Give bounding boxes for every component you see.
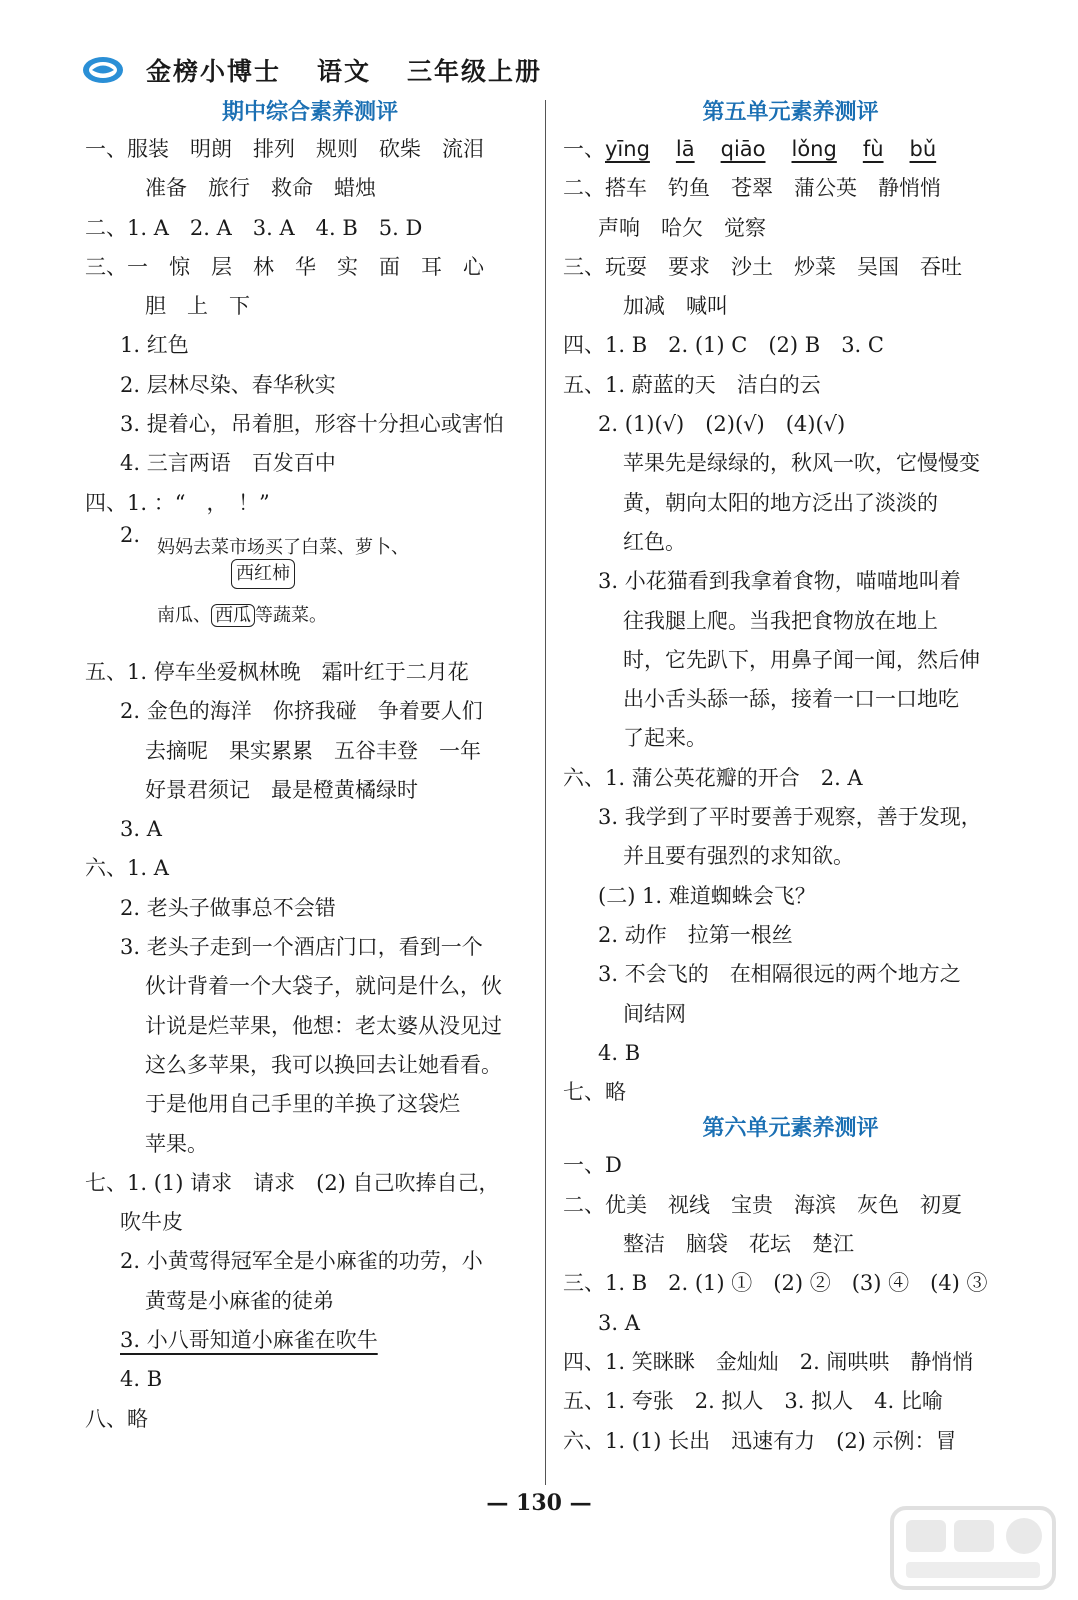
item-number: 2. [120,522,141,547]
answer-line: 五、1. 夸张 2. 拟人 3. 拟人 4. 比喻 [563,1389,943,1414]
answer-line: 3. 不会飞的 在相隔很远的两个地方之 [598,962,961,987]
punctuation-correction [85,523,535,653]
answer-line: 六、1. (1) 长出 迅速有力 (2) 示例：冒 [563,1428,957,1453]
answer-line: 3. 提着心，吊着胆，形容十分担心或害怕 [120,412,504,437]
answer-line: 六、1. 蒲公英花瓣的开合 2. A [563,765,863,790]
answer-line: 胆 上 下 [145,294,250,319]
answer-line: 4. B [598,1040,641,1065]
answer-line: 这么多苹果，我可以换回去让她看看。 [145,1052,502,1077]
answer-line: 四、1. ：“ ， ！” [85,490,270,515]
answer-line: 计说是烂苹果，他想：老太婆从没见过 [145,1013,502,1038]
answer-line: 2. 层林尽染、春华秋实 [120,372,336,397]
section-title-unit6: 第六单元素养测评 [702,1116,879,1142]
answer-line: 整洁 脑袋 花坛 楚江 [623,1232,854,1257]
answer-line: 四、1. 笑眯眯 金灿灿 2. 闹哄哄 静悄悄 [563,1349,974,1374]
correction-text: 等蔬菜。 [255,604,327,626]
answer-line: 1. 红色 [120,333,189,358]
answer-line: 六、1. A [85,856,169,881]
answer-line: 3. 老头子走到一个酒店门口，看到一个 [120,935,483,960]
section-title-unit5: 第五单元素养测评 [702,100,879,125]
answer-line: 并且要有强烈的求知欲。 [623,844,854,869]
answer-line: 一、D [563,1153,622,1178]
answer-line: 3. 小花猫看到我拿着食物，喵喵地叫着 [598,569,961,594]
pinyin-answer: fù [862,137,884,161]
column-divider [545,100,546,1485]
answer-line: 了起来。 [623,726,707,751]
answer-line: 2. 动作 拉第一根丝 [598,922,793,947]
pinyin-answer: bǔ [909,137,937,161]
answer-line: 黄，朝向太阳的地方泛出了淡淡的 [623,490,938,515]
book-logo-icon [82,55,124,85]
page-number: — 130 — [486,1490,592,1516]
pinyin-line [563,130,1018,169]
brand-title: 金榜小博士 [146,57,282,86]
answer-line: 二、1. A 2. A 3. A 4. B 5. D [85,215,423,240]
answer-line: 去摘呢 果实累累 五谷丰登 一年 [145,738,481,763]
answer-line: 吹牛皮 [120,1210,183,1235]
pinyin-answer: lā [675,137,695,161]
answer-line: 三、1. B 2. (1) ① (2) ② (3) ④ (4) ③ [563,1271,988,1296]
correction-text: 南瓜、 [157,604,211,626]
answer-line: 二、搭车 钓鱼 苍翠 蒲公英 静悄悄 [563,176,941,201]
answer-line: 2. 金色的海洋 你挤我碰 争着要人们 [120,699,483,724]
answer-line: 红色。 [623,529,686,554]
answer-line: 3. 我学到了平时要善于观察，善于发现， [598,805,982,830]
answer-line: 苹果。 [145,1131,208,1156]
pinyin-answer: qiāo [720,137,766,161]
answer-line: 出小舌头舔一舔，接着一口一口地吃 [623,687,959,712]
answer-line: 3. A [120,817,162,842]
answer-line: 七、略 [563,1080,626,1105]
underlined-answer: 3. 小八哥知道小麻雀在吹牛 [120,1328,378,1353]
answer-line: 五、1. 停车坐爱枫林晚 霜叶红于二月花 [85,659,469,684]
answer-line: 加减 喊叫 [623,294,728,319]
answer-line: 2. 小黄莺得冠军全是小麻雀的功劳，小 [120,1249,483,1274]
item-prefix: 一、 [563,137,605,161]
answer-line: 八、略 [85,1406,148,1431]
answer-line: 一、服装 明朗 排列 规则 砍柴 流泪 [85,137,484,161]
answer-line: (二) 1. 难道蜘蛛会飞？ [598,883,816,908]
pinyin-answer: lǒng [791,137,837,161]
answer-line: 4. B [120,1367,163,1392]
watermark-stamp-icon [888,1504,1058,1592]
correction-line: 妈妈去菜市场买了白菜、萝卜、 [157,536,409,558]
answer-line: 伙计背着一个大袋子，就问是什么，伙 [145,974,502,999]
answer-line: 间结网 [623,1001,686,1026]
answer-line: 三、一 惊 层 林 华 实 面 耳 心 [85,254,484,279]
right-column [563,96,1018,1461]
inserted-word-box: 西红柿 [231,559,295,589]
pinyin-answer: yīng [605,137,650,161]
answer-line: 好景君须记 最是橙黄橘绿时 [145,777,418,802]
deleted-word-box: 西瓜 [211,604,255,627]
answer-line: 声响 哈欠 觉察 [598,215,766,240]
page-header [82,50,578,90]
answer-line: 三、玩耍 要求 沙土 炒菜 吴国 吞吐 [563,254,962,279]
answer-line: 2. (1)(√) (2)(√) (4)(√) [598,412,846,437]
answer-line: 2. 老头子做事总不会错 [120,895,336,920]
answer-line: 往我腿上爬。当我把食物放在地上 [623,608,938,633]
left-column [85,96,535,1439]
answer-line: 黄莺是小麻雀的徒弟 [145,1288,334,1313]
subject-title: 语文 [317,57,372,86]
answer-line: 二、优美 视线 宝贵 海滨 灰色 初夏 [563,1192,962,1217]
answer-line: 四、1. B 2. (1) C (2) B 3. C [563,333,884,358]
answer-line: 于是他用自己手里的羊换了这袋烂 [145,1092,460,1117]
answer-line: 时，它先趴下，用鼻子闻一闻，然后伸 [623,647,980,672]
answer-line: 七、1. (1) 请求 请求 (2) 自己吹捧自己， [85,1170,500,1195]
answer-line: 苹果先是绿绿的，秋风一吹，它慢慢变 [623,451,980,476]
section-title-midterm: 期中综合素养测评 [221,100,398,125]
answer-line: 4. 三言两语 百发百中 [120,451,336,476]
answer-line [85,1321,535,1360]
grade-title: 三年级上册 [407,57,543,86]
answer-line: 准备 旅行 救命 蜡烛 [145,176,376,201]
answer-line: 3. A [598,1310,640,1335]
correction-line [157,601,327,631]
answer-line: 五、1. 蔚蓝的天 洁白的云 [563,372,821,397]
